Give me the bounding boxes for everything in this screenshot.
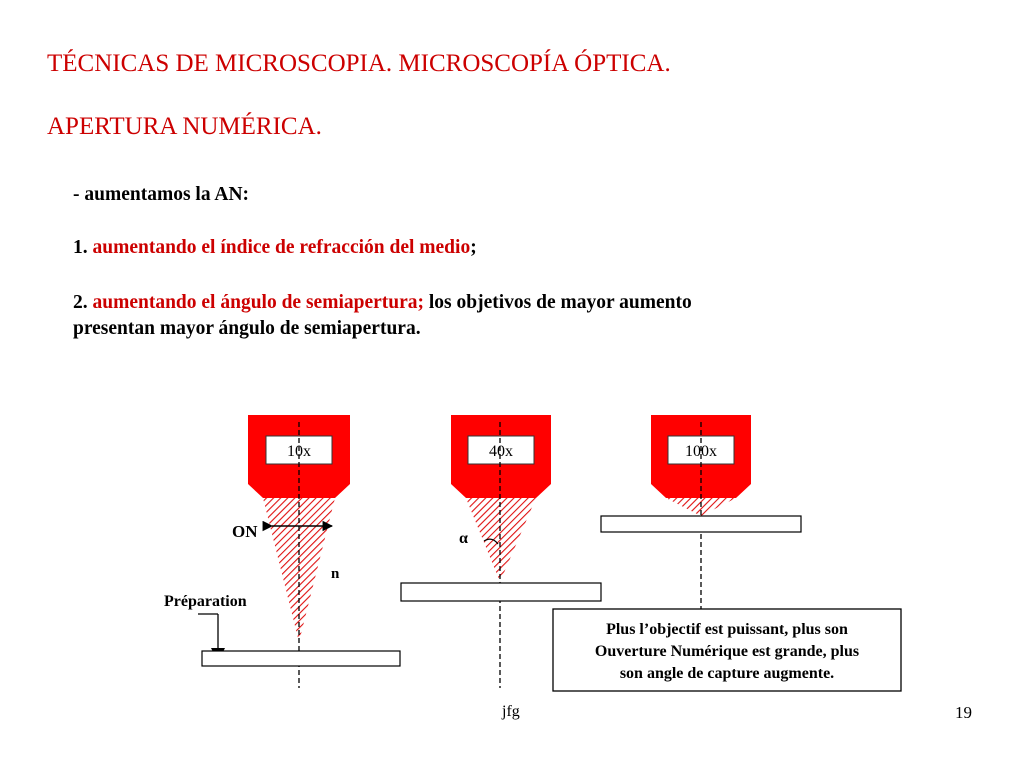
objective-40x-label: 40x <box>489 443 513 460</box>
intro-line: - aumentamos la AN: <box>73 184 250 205</box>
list-item-2-number: 2. <box>73 292 93 313</box>
objective-10x <box>164 415 400 688</box>
footer-author: jfg <box>502 703 520 720</box>
slide-40x <box>401 583 601 601</box>
objective-100x-label: 100x <box>685 443 717 460</box>
n-label: n <box>331 566 340 582</box>
list-item-2-continuation: presentan mayor ángulo de semiapertura. <box>73 318 421 339</box>
slide-100x <box>601 516 801 532</box>
page-number: 19 <box>955 703 972 722</box>
note-line-1: Plus l’objectif est puissant, plus son <box>606 621 848 638</box>
slide-title: TÉCNICAS DE MICROSCOPIA. MICROSCOPÍA ÓPTICA. <box>47 50 671 77</box>
list-item-2-rest: los objetivos de mayor aumento <box>424 292 692 313</box>
slide-subtitle: APERTURA NUMÉRICA. <box>47 113 322 140</box>
list-item-1-highlight: aumentando el índice de refracción del medio <box>92 237 471 258</box>
list-item-2-highlight: aumentando el ángulo de semiapertura; <box>92 292 424 313</box>
list-item-1-number: 1. <box>73 237 93 258</box>
slide-10x <box>202 651 400 666</box>
alpha-label: α <box>459 530 468 547</box>
on-label: ON <box>232 522 258 541</box>
objective-100x <box>601 415 801 612</box>
objective-10x-label: 10x <box>287 443 311 460</box>
note-line-2: Ouverture Numérique est grande, plus <box>594 643 860 660</box>
note-line-3: son angle de capture augmente. <box>619 665 835 682</box>
list-item-1-suffix: ; <box>470 237 477 258</box>
objective-40x-cone <box>466 498 536 582</box>
note-box <box>553 609 901 691</box>
preparation-label: Préparation <box>164 593 247 610</box>
